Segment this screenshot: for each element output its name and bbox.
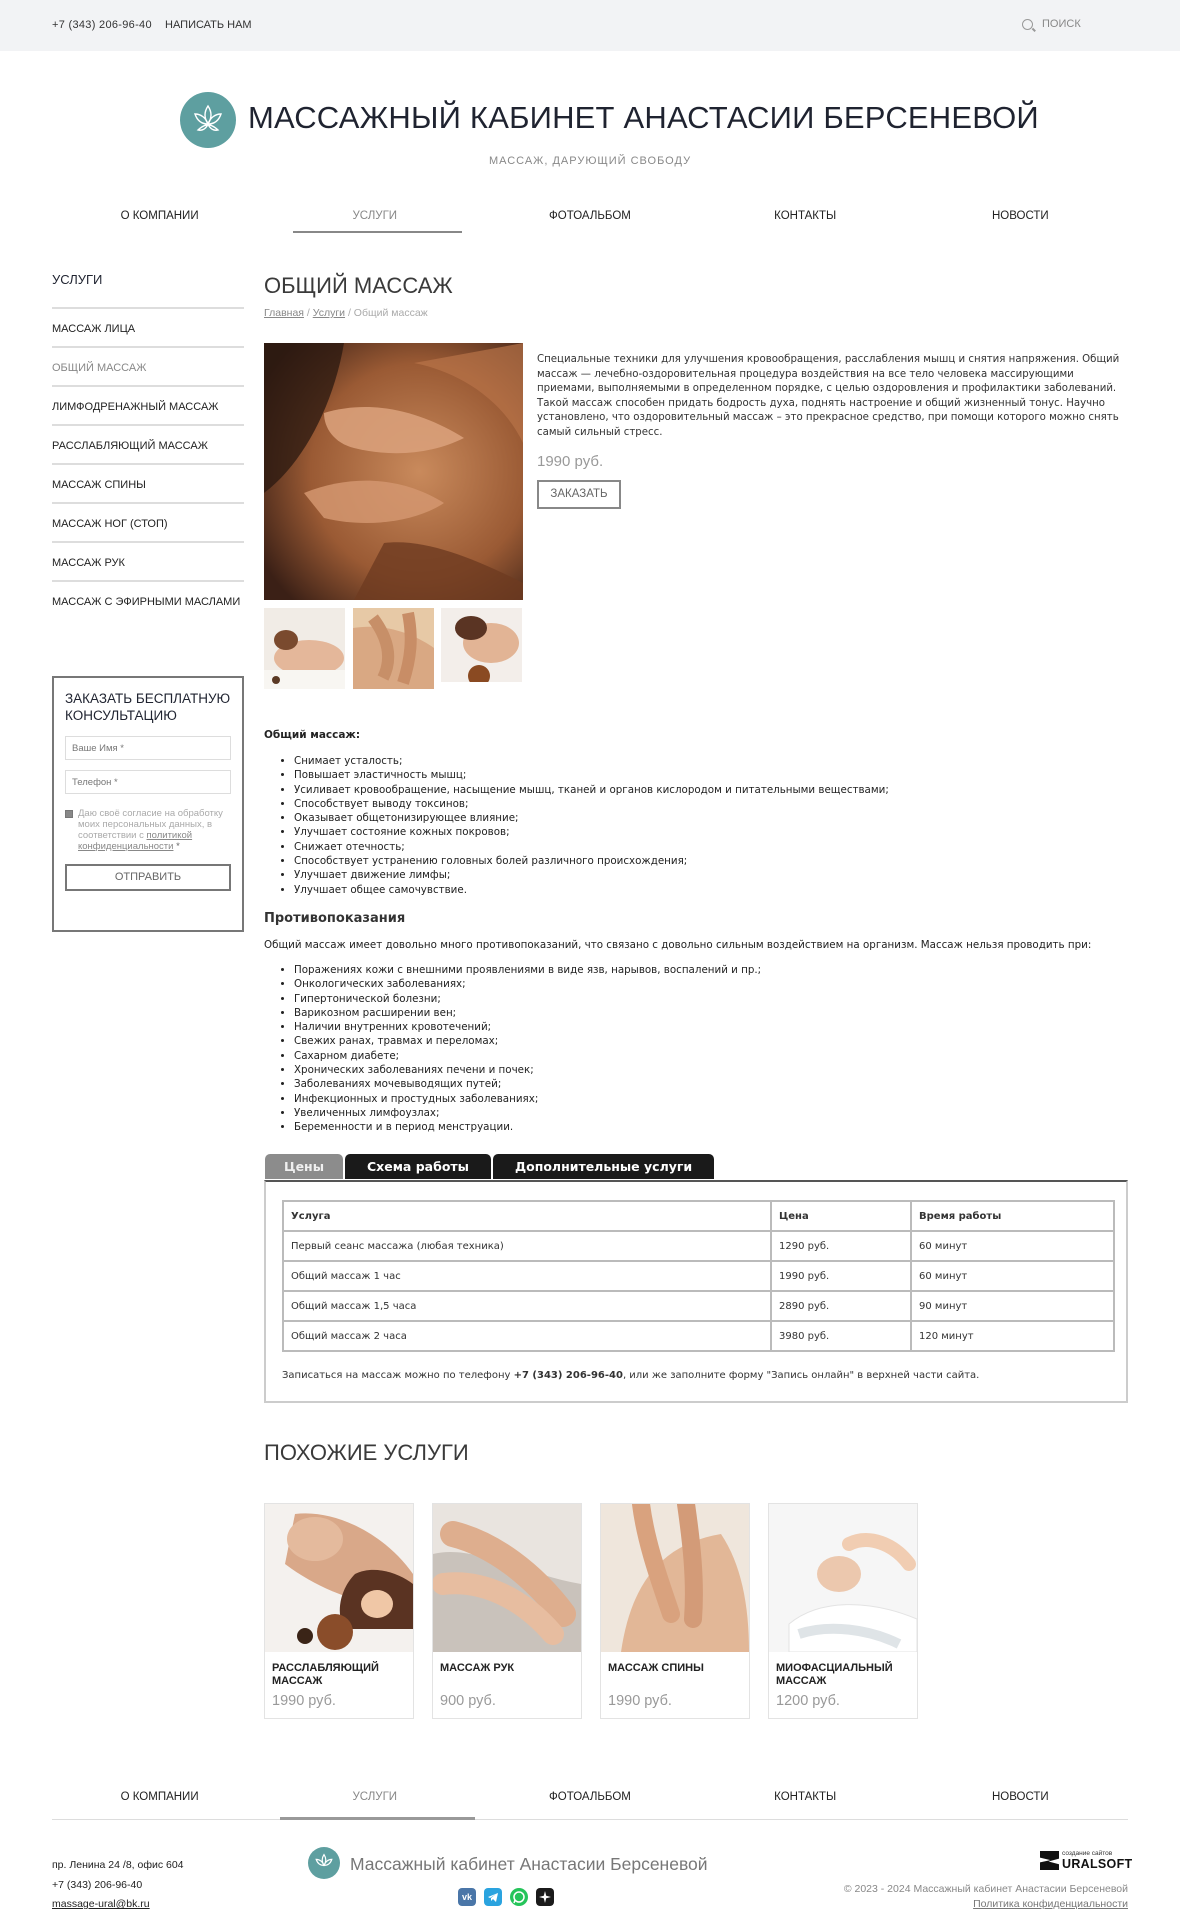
benefits-list	[264, 754, 889, 897]
phone-input[interactable]: Телефон *	[65, 770, 231, 794]
footer-nav-contacts[interactable]: КОНТАКТЫ	[774, 1791, 837, 1803]
table-cell: Общий массаж 2 часа	[283, 1321, 771, 1351]
gallery-thumb[interactable]	[441, 608, 522, 689]
sidebar-item-hands[interactable]: МАССАЖ РУК	[52, 541, 244, 580]
footer-nav-about[interactable]: О КОМПАНИИ	[120, 1791, 199, 1803]
footer-copyright	[844, 1882, 1128, 1912]
uralsoft-logo-icon	[1040, 1851, 1059, 1870]
nav-active-indicator	[293, 231, 462, 233]
table-cell: 2890 руб.	[771, 1291, 911, 1321]
submit-button[interactable]: ОТПРАВИТЬ	[65, 864, 231, 891]
sidebar-item-oils[interactable]: МАССАЖ С ЭФИРНЫМИ МАСЛАМИ	[52, 580, 244, 632]
list-item: • Гипертонической болезни;	[294, 992, 1091, 1006]
sidebar-item-back[interactable]: МАССАЖ СПИНЫ	[52, 463, 244, 502]
nav-item-photos[interactable]: ФОТОАЛЬБОМ	[549, 210, 631, 222]
prices-panel	[264, 1180, 1128, 1403]
booking-phone[interactable]: +7 (343) 206-96-40	[513, 1370, 623, 1381]
search-button[interactable]	[1022, 18, 1081, 30]
order-button[interactable]: ЗАКАЗАТЬ	[537, 480, 621, 509]
service-description: Специальные техники для улучшения кровообращения, расслабления мышц и снятия напряжения. Общий массаж — лечебно-оздоровительная процедура воздействия на все тело человека массирующими приемами, выполняемыми в определенном порядке, с целью оздоровления и профилактики заболеваний. Такой массаж способен придать бодрость духа, поднять настроение и общий жизненный тонус. Научно установлено, что оздоровительный массаж – это прекрасное средство, при помощи которого можно снять самый сильный стресс.	[537, 354, 1120, 438]
list-item: • Беременности и в период менструации.	[294, 1120, 1091, 1134]
footer-nav-active-indicator	[280, 1817, 475, 1820]
consultation-form	[52, 676, 244, 932]
sidebar-menu	[52, 307, 244, 632]
table-row	[283, 1321, 1114, 1351]
footer-email-link[interactable]: massage-ural@bk.ru	[52, 1898, 150, 1910]
breadcrumb-services[interactable]: Услуги	[312, 307, 346, 319]
footer-nav	[52, 1791, 1128, 1803]
list-item: • Заболеваниях мочевыводящих путей;	[294, 1077, 1091, 1091]
contraindications-list	[264, 963, 1091, 1135]
list-item: • Способствует устранению головных болей различного происхождения;	[294, 854, 889, 868]
list-item: • Улучшает движение лимфы;	[294, 868, 889, 882]
page-title: ОБЩИЙ МАССАЖ	[264, 273, 453, 298]
benefits-section	[264, 729, 889, 897]
related-card[interactable]	[600, 1503, 750, 1719]
footer-nav-services[interactable]: УСЛУГИ	[352, 1791, 398, 1803]
related-card[interactable]	[768, 1503, 918, 1719]
footer-privacy-link[interactable]: Политика конфиденциальности	[973, 1898, 1128, 1910]
top-bar	[0, 0, 1180, 51]
related-card-name[interactable]: РАССЛАБЛЯЮЩИЙ МАССАЖ	[272, 1662, 379, 1687]
consent-row	[65, 808, 231, 852]
sidebar-item-feet[interactable]: МАССАЖ НОГ (СТОП)	[52, 502, 244, 541]
required-star: *	[176, 841, 180, 852]
site-subtitle: МАССАЖ, ДАРУЮЩИЙ СВОБОДУ	[488, 155, 692, 167]
sidebar-item-general[interactable]: ОБЩИЙ МАССАЖ	[52, 346, 244, 385]
footer-address: пр. Ленина 24 /8, офис 604	[52, 1859, 184, 1871]
related-card-name[interactable]: МАССАЖ СПИНЫ	[608, 1662, 704, 1674]
table-cell: 120 минут	[911, 1321, 1114, 1351]
tab-prices[interactable]: Цены	[265, 1154, 343, 1179]
list-item: • Оказывает общетонизирующее влияние;	[294, 811, 889, 825]
main-photo[interactable]	[264, 343, 523, 600]
site-title[interactable]: МАССАЖНЫЙ КАБИНЕТ АНАСТАСИИ БЕРСЕНЕВОЙ	[248, 100, 1039, 135]
consultation-title: ЗАКАЗАТЬ БЕСПЛАТНУЮ КОНСУЛЬТАЦИЮ	[65, 691, 231, 723]
table-cell: 3980 руб.	[771, 1321, 911, 1351]
table-cell: Общий массаж 1 час	[283, 1261, 771, 1291]
developer-name: URALSOFT	[1062, 1856, 1133, 1871]
list-item: • Увеличенных лимфоузлах;	[294, 1106, 1091, 1120]
footer-nav-news[interactable]: НОВОСТИ	[991, 1791, 1049, 1803]
list-item: • Свежих ранах, травмах и переломах;	[294, 1034, 1091, 1048]
write-us-link[interactable]: НАПИСАТЬ НАМ	[165, 19, 252, 31]
telegram-icon[interactable]	[484, 1888, 502, 1906]
footer-contacts	[52, 1856, 184, 1915]
list-item: • Инфекционных и простудных заболеваниях;	[294, 1092, 1091, 1106]
table-cell: 1290 руб.	[771, 1231, 911, 1261]
related-card-price: 1990 руб.	[608, 1693, 672, 1709]
top-phone-link[interactable]: +7 (343) 206-96-40	[52, 19, 152, 31]
related-card-image[interactable]	[769, 1504, 917, 1652]
related-card[interactable]	[432, 1503, 582, 1719]
related-card-price: 900 руб.	[440, 1693, 496, 1709]
list-item: • Способствует выводу токсинов;	[294, 797, 889, 811]
consent-text: Даю своё согласие на обработку моих персональных данных, в соответствии с	[78, 808, 223, 841]
table-cell: Общий массаж 1,5 часа	[283, 1291, 771, 1321]
consent-text-wrap	[78, 808, 231, 852]
table-row	[283, 1261, 1114, 1291]
footer-divider	[52, 1819, 1128, 1820]
developer-logo[interactable]	[1040, 1851, 1132, 1870]
gallery-thumb[interactable]	[264, 608, 345, 689]
table-header: Цена	[771, 1201, 911, 1231]
list-item: • Снижает отечность;	[294, 840, 889, 854]
nav-item-news[interactable]: НОВОСТИ	[991, 210, 1049, 222]
breadcrumb-current: Общий массаж	[353, 307, 428, 319]
contraindications-section	[264, 911, 1091, 1135]
related-card-image[interactable]	[265, 1504, 413, 1652]
booking-note-text: Записаться на массаж можно по телефону	[282, 1370, 514, 1381]
related-title: ПОХОЖИЕ УСЛУГИ	[264, 1440, 469, 1465]
search-icon	[1022, 19, 1033, 30]
booking-note	[282, 1370, 979, 1381]
related-card-name[interactable]: МИОФАСЦИАЛЬНЫЙ МАССАЖ	[776, 1662, 893, 1687]
name-input[interactable]: Ваше Имя *	[65, 736, 231, 760]
main-nav	[52, 210, 1128, 222]
related-card-price: 1200 руб.	[776, 1693, 840, 1709]
copyright-text: © 2023 - 2024 Массажный кабинет Анастасии Берсеневой	[843, 1883, 1128, 1895]
list-item: • Варикозном расширении вен;	[294, 1006, 1091, 1020]
sidebar-title: УСЛУГИ	[52, 272, 103, 287]
privacy-policy-link[interactable]: политикой конфиденциальности	[78, 830, 193, 852]
booking-note-text: , или же заполните форму "Запись онлайн" в верхней части сайта.	[622, 1370, 980, 1381]
table-cell: 90 минут	[911, 1291, 1114, 1321]
related-card-image[interactable]	[433, 1504, 581, 1652]
list-item: • Сахарном диабете;	[294, 1049, 1091, 1063]
related-card-image[interactable]	[601, 1504, 749, 1652]
table-header: Услуга	[283, 1201, 771, 1231]
gallery-thumb[interactable]	[353, 608, 434, 689]
table-cell: Первый сеанс массажа (любая техника)	[283, 1231, 771, 1261]
list-item: • Улучшает общее самочувствие.	[294, 883, 889, 897]
nav-item-contacts[interactable]: КОНТАКТЫ	[774, 210, 837, 222]
related-card-price: 1990 руб.	[272, 1693, 336, 1709]
breadcrumb-sep: /	[306, 307, 310, 319]
nav-item-services[interactable]: УСЛУГИ	[352, 210, 398, 222]
developer-text	[1062, 1851, 1132, 1870]
sidebar-item-face[interactable]: МАССАЖ ЛИЦА	[52, 307, 244, 346]
table-cell: 1990 руб.	[771, 1261, 911, 1291]
nav-item-about[interactable]: О КОМПАНИИ	[120, 210, 199, 222]
tab-workflow[interactable]: Схема работы	[345, 1154, 491, 1179]
contraindications-heading: Противопоказания	[264, 911, 406, 926]
footer-phone[interactable]: +7 (343) 206-96-40	[52, 1878, 143, 1891]
contraindications-intro: Общий массаж имеет довольно много противопоказаний, что связано с довольно сильным воздействием на организм. Массаж нельзя проводить при:	[264, 939, 1092, 951]
list-item: • Снимает усталость;	[294, 754, 889, 768]
price-table	[282, 1200, 1115, 1352]
footer-nav-photos[interactable]: ФОТОАЛЬБОМ	[549, 1791, 631, 1803]
developer-tagline: создание сайтов	[1062, 1850, 1113, 1857]
list-item: • Поражениях кожи с внешними проявлениями в виде язв, нарывов, воспалений и пр.;	[294, 963, 1091, 977]
breadcrumb-home[interactable]: Главная	[264, 307, 304, 319]
list-item: • Хронических заболеваниях печени и почек;	[294, 1063, 1091, 1077]
breadcrumb-sep: /	[347, 307, 351, 319]
table-header: Время работы	[911, 1201, 1114, 1231]
star-icon[interactable]	[536, 1888, 554, 1906]
related-card[interactable]	[264, 1503, 414, 1719]
footer-logo-icon[interactable]	[308, 1847, 340, 1879]
table-row	[283, 1291, 1114, 1321]
table-cell: 60 минут	[911, 1231, 1114, 1261]
footer-site-name[interactable]: Массажный кабинет Анастасии Берсеневой	[350, 1854, 708, 1874]
list-item: • Усиливает кровообращение, насыщение мышц, тканей и органов кислородом и питательными веществами;	[294, 783, 889, 797]
list-item: • Наличии внутренних кровотечений;	[294, 1020, 1091, 1034]
list-item: • Повышает эластичность мышц;	[294, 768, 889, 782]
service-price: 1990 руб.	[537, 453, 604, 470]
benefits-heading: Общий массаж:	[264, 729, 361, 741]
table-row	[283, 1231, 1114, 1261]
sidebar-item-relax[interactable]: РАССЛАБЛЯЮЩИЙ МАССАЖ	[52, 424, 244, 463]
info-tabs	[265, 1154, 714, 1179]
vk-icon[interactable]: vk	[458, 1888, 476, 1906]
list-item: • Онкологических заболеваниях;	[294, 977, 1091, 991]
sidebar-item-lymph[interactable]: ЛИМФОДРЕНАЖНЫЙ МАССАЖ	[52, 385, 244, 424]
consent-checkbox[interactable]	[65, 810, 73, 818]
tab-extra-services[interactable]: Дополнительные услуги	[493, 1154, 714, 1179]
whatsapp-icon[interactable]	[510, 1888, 528, 1906]
lily-flower-icon[interactable]	[180, 92, 236, 148]
breadcrumb	[264, 307, 428, 319]
list-item: • Улучшает состояние кожных покровов;	[294, 825, 889, 839]
table-cell: 60 минут	[911, 1261, 1114, 1291]
table-header-row	[283, 1201, 1114, 1231]
search-label: ПОИСК	[1042, 18, 1081, 30]
related-card-name[interactable]: МАССАЖ РУК	[440, 1662, 515, 1674]
